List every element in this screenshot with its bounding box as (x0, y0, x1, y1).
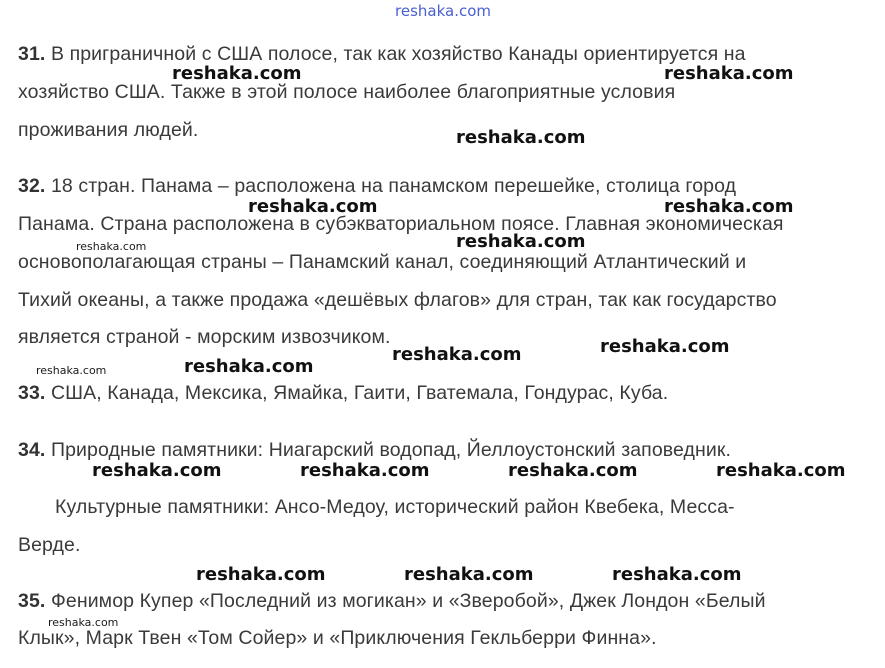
watermark: reshaka.com (508, 460, 638, 481)
watermark: reshaka.com (612, 564, 742, 585)
watermark: reshaka.com (456, 231, 586, 252)
item-35-line-1 (18, 589, 766, 613)
item-34-line-3: Верде. (18, 534, 81, 556)
item-35-number: 35. (18, 590, 46, 612)
watermark: reshaka.com (716, 460, 846, 481)
item-32-line-5: является страной - морским извозчиком. (18, 326, 391, 348)
watermark: reshaka.com (664, 63, 794, 84)
item-31-line-2: хозяйство США. Также в этой полосе наиболее благоприятные условия (18, 81, 676, 103)
item-34-line-2: Культурные памятники: Ансо-Медоу, исторический район Квебека, Месса- (55, 496, 735, 518)
item-34-text-1: Природные памятники: Ниагарский водопад, Йеллоустонский заповедник. (50, 439, 732, 461)
watermark: reshaka.com (184, 356, 314, 377)
header-watermark: reshaka.com (395, 2, 491, 20)
watermark-small: reshaka.com (48, 616, 119, 629)
watermark-small: reshaka.com (76, 240, 147, 253)
item-35-text-1: Фенимор Купер «Последний из могикан» и «Зверобой», Джек Лондон «Белый (50, 590, 766, 612)
watermark: reshaka.com (404, 564, 534, 585)
watermark: reshaka.com (664, 196, 794, 217)
item-31-number: 31. (18, 43, 46, 65)
item-35-line-2: Клык», Марк Твен «Том Сойер» и «Приключения Гекльберри Финна». (18, 627, 657, 649)
item-31-line-1 (18, 42, 746, 66)
item-31-line-3: проживания людей. (18, 119, 199, 141)
item-33-line-1 (18, 381, 668, 405)
watermark: reshaka.com (172, 63, 302, 84)
watermark: reshaka.com (196, 564, 326, 585)
item-32-line-2: Панама. Страна расположена в субэкваториальном поясе. Главная экономическая (18, 213, 784, 235)
watermark: reshaka.com (300, 460, 430, 481)
item-32-number: 32. (18, 175, 46, 197)
item-31-text-1: В приграничной с США полосе, так как хозяйство Канады ориентируется на (50, 43, 746, 65)
item-34-line-1 (18, 438, 731, 462)
item-32-line-3: основополагающая страны – Панамский канал, соединяющий Атлантический и (18, 251, 747, 273)
item-32-line-4: Тихий океаны, а также продажа «дешёвых флагов» для стран, так как государство (18, 289, 777, 311)
item-34-number: 34. (18, 439, 46, 461)
item-33-number: 33. (18, 382, 46, 404)
watermark: reshaka.com (600, 336, 730, 357)
item-33-text-1: США, Канада, Мексика, Ямайка, Гаити, Гватемала, Гондурас, Куба. (50, 382, 669, 404)
watermark: reshaka.com (92, 460, 222, 481)
watermark: reshaka.com (392, 344, 522, 365)
item-32-line-1 (18, 174, 736, 198)
watermark: reshaka.com (456, 127, 586, 148)
item-32-text-1: 18 стран. Панама – расположена на панамском перешейке, столица город (50, 175, 737, 197)
watermark-small: reshaka.com (36, 364, 107, 377)
watermark: reshaka.com (248, 196, 378, 217)
